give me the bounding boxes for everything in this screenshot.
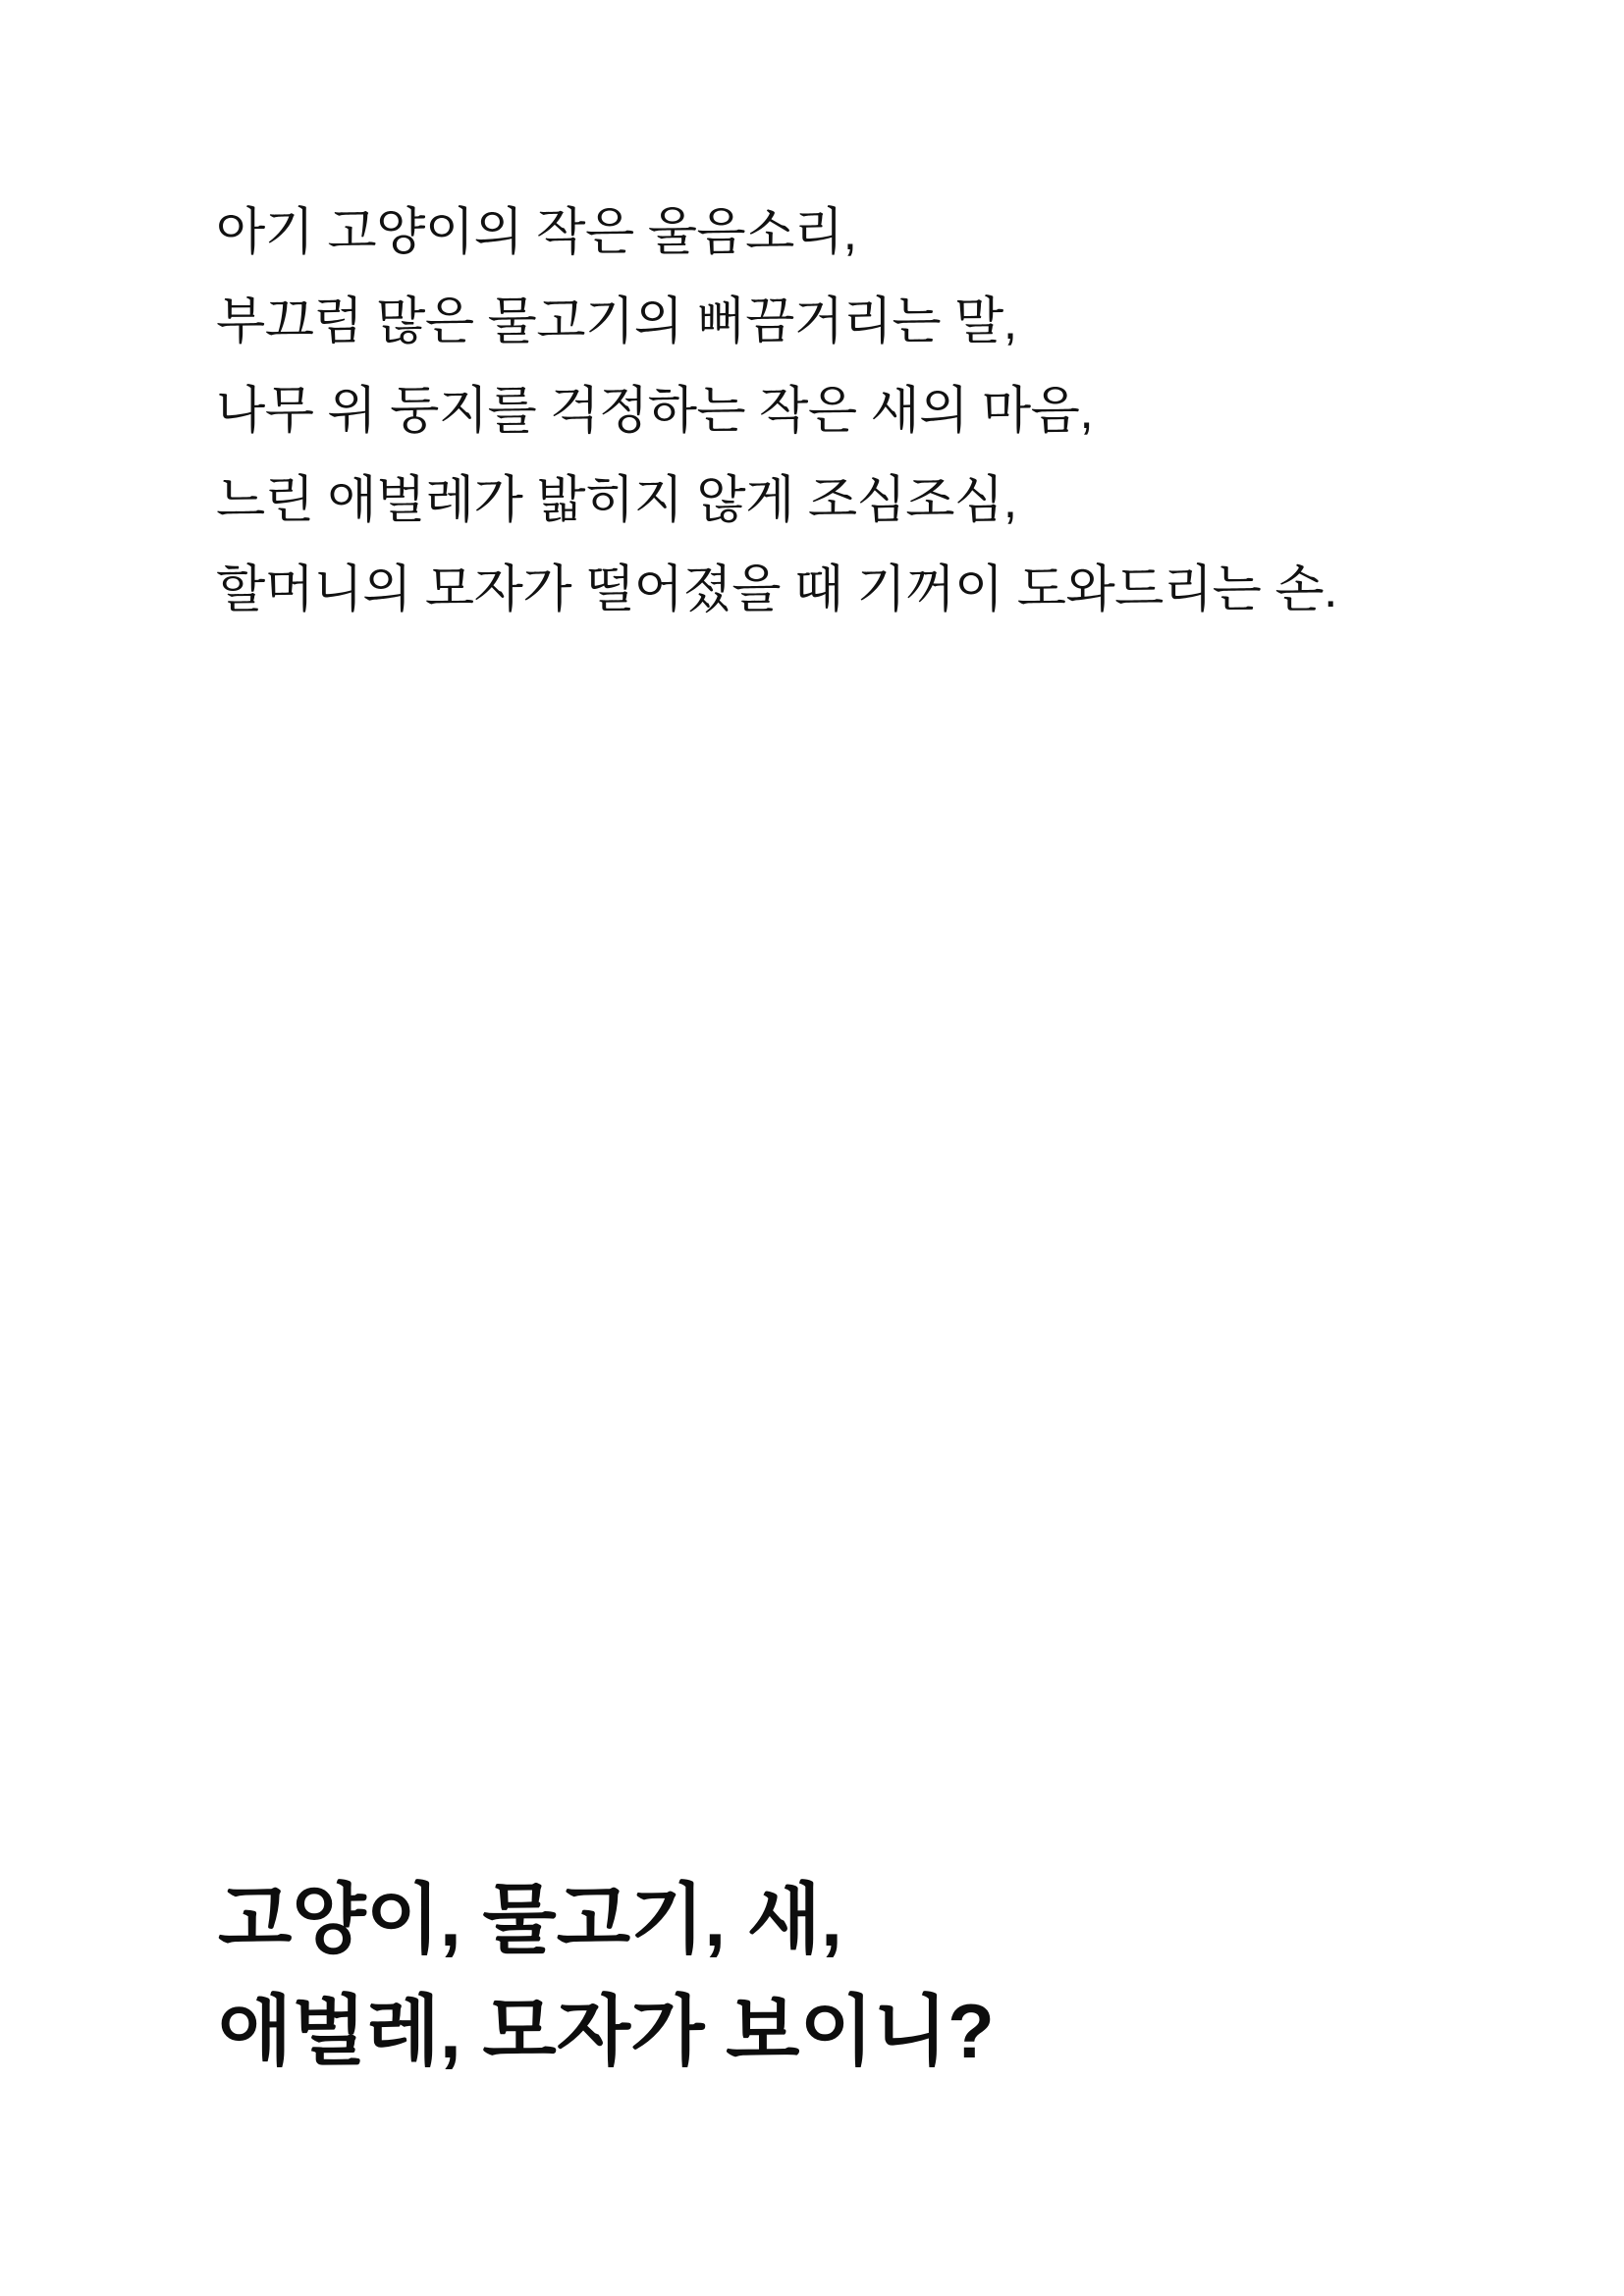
poem-line-1: 아기 고양이의 작은 울음소리, xyxy=(216,204,857,261)
poem-line-4: 느린 애벌레가 밟히지 않게 조심조심, xyxy=(216,472,1017,529)
poem-line-3: 나무 위 둥지를 걱정하는 작은 새의 마음, xyxy=(216,383,1094,440)
question-heading xyxy=(218,1863,1445,2087)
poem-line-2: 부끄럼 많은 물고기의 뻐끔거리는 말, xyxy=(216,294,1017,350)
question-line-2: 애벌레, 모자가 보이니? xyxy=(218,1988,995,2074)
poem-text-block xyxy=(216,188,1443,635)
poem-line-5: 할머니의 모자가 떨어졌을 때 기꺼이 도와드리는 손. xyxy=(216,561,1338,618)
question-line-1: 고양이, 물고기, 새, xyxy=(218,1876,842,1962)
